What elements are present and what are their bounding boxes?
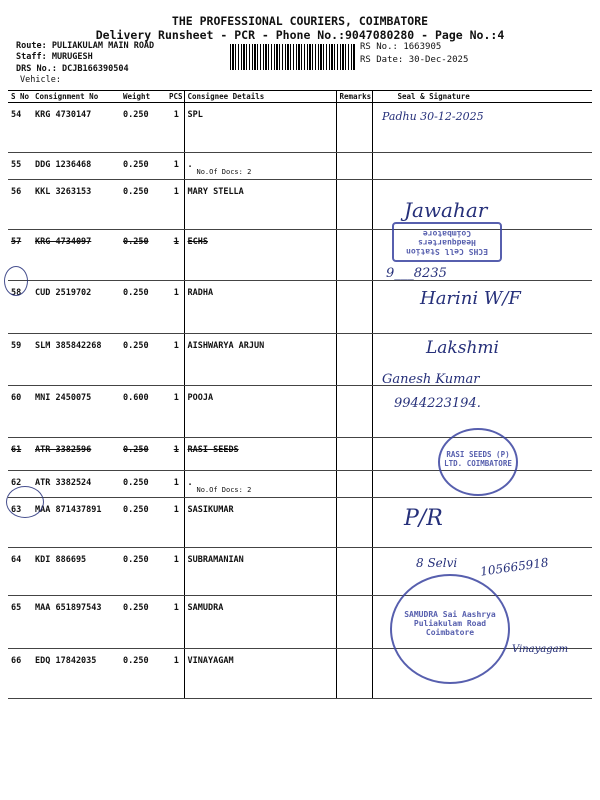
row-pcs: 1 (166, 438, 184, 471)
row-remarks (336, 498, 372, 548)
row-remarks (336, 103, 372, 153)
row-consignment: MAA 871437891 (32, 498, 120, 548)
signature-59: Lakshmi (426, 338, 499, 358)
row-weight: 0.250 (120, 548, 166, 596)
consignee-text: . (187, 160, 193, 170)
signature-64: 8 Selvi (416, 556, 458, 570)
rs-date: RS Date: 30-Dec-2025 (360, 55, 469, 65)
row-weight: 0.250 (120, 180, 166, 230)
col-remarks: Remarks (336, 91, 372, 103)
row-consignee: POOJA (184, 386, 336, 438)
vehicle-label: Vehicle: (20, 75, 61, 85)
row-pcs: 1 (166, 230, 184, 281)
col-weight: Weight (120, 91, 166, 103)
row-pcs: 1 (166, 153, 184, 180)
table-row (8, 230, 592, 281)
row-sno: 57 (8, 230, 32, 281)
row-weight: 0.250 (120, 230, 166, 281)
signature-58-number: 9___8235 (386, 266, 447, 281)
consignee-text: . (187, 478, 193, 488)
table-row (8, 386, 592, 438)
row-sno: 54 (8, 103, 32, 153)
table-row (8, 153, 592, 180)
rs-number: RS No.: 1663905 (360, 42, 442, 52)
table-row (8, 334, 592, 386)
row-sno: 59 (8, 334, 32, 386)
row-consignment: KKL 3263153 (32, 180, 120, 230)
row-consignee: SAMUDRA (184, 596, 336, 649)
row-remarks (336, 334, 372, 386)
row-remarks (336, 649, 372, 699)
company-title: THE PROFESSIONAL COURIERS, COIMBATORE (171, 14, 429, 28)
row-remarks (336, 386, 372, 438)
row-remarks (336, 180, 372, 230)
row-remarks (336, 153, 372, 180)
row-weight: 0.250 (120, 649, 166, 699)
row-consignment: EDQ 17842035 (32, 649, 120, 699)
barcode (230, 44, 355, 70)
row-weight: 0.250 (120, 471, 166, 498)
row-weight: 0.250 (120, 334, 166, 386)
signature-58: Harini W/F (420, 288, 521, 309)
row-weight: 0.250 (120, 596, 166, 649)
signature-64-number: 105665918 (479, 555, 550, 579)
row-pcs: 1 (166, 334, 184, 386)
row-sno: 56 (8, 180, 32, 230)
runsheet-subtitle: Delivery Runsheet - PCR - Phone No.:9047080280 - Page No.:4 (95, 28, 505, 42)
echs-stamp: ECHS Cell Station Headquarters Coimbatore (392, 222, 502, 262)
row-remarks (336, 596, 372, 649)
signature-60-phone: 9944223194. (394, 396, 481, 411)
table-row (8, 103, 592, 153)
row-seal (372, 153, 592, 180)
staff-label: Staff: MURUGESH (16, 52, 93, 62)
hand-circle (4, 266, 28, 296)
row-consignment: MNI 2450075 (32, 386, 120, 438)
row-sno: 58 (8, 281, 32, 334)
row-sno: 62 (8, 471, 32, 498)
col-consignee: Consignee Details (184, 91, 336, 103)
row-consignment: DDG 1236468 (32, 153, 120, 180)
row-remarks (336, 548, 372, 596)
row-consignment: MAA 651897543 (32, 596, 120, 649)
row-sno: 65 (8, 596, 32, 649)
row-pcs: 1 (166, 498, 184, 548)
rasi-seeds-stamp: RASI SEEDS (P) LTD. COIMBATORE (438, 428, 518, 496)
signature-66: Vinayagam (512, 644, 569, 655)
signature-56: Jawahar (404, 198, 488, 222)
row-remarks (336, 438, 372, 471)
row-consignment: ATR 3382596 (32, 438, 120, 471)
row-remarks (336, 230, 372, 281)
table-row (8, 649, 592, 699)
row-weight: 0.250 (120, 153, 166, 180)
row-weight: 0.250 (120, 281, 166, 334)
signature-60-name: Ganesh Kumar (382, 372, 480, 387)
row-consignment: KDI 886695 (32, 548, 120, 596)
row-sno: 60 (8, 386, 32, 438)
row-pcs: 1 (166, 596, 184, 649)
hand-circle (6, 486, 44, 518)
col-sno: S No (8, 91, 32, 103)
row-consignee: SASIKUMAR (184, 498, 336, 548)
route-label: Route: PULIAKULAM MAIN ROAD (16, 41, 155, 51)
row-weight: 0.250 (120, 103, 166, 153)
row-consignee (184, 153, 336, 180)
row-consignment: CUD 2519702 (32, 281, 120, 334)
row-consignment: ATR 3382524 (32, 471, 120, 498)
row-sno: 64 (8, 548, 32, 596)
row-pcs: 1 (166, 281, 184, 334)
row-sno: 55 (8, 153, 32, 180)
row-sno: 66 (8, 649, 32, 699)
row-pcs: 1 (166, 103, 184, 153)
row-consignee: RADHA (184, 281, 336, 334)
row-pcs: 1 (166, 386, 184, 438)
row-remarks (336, 471, 372, 498)
row-weight: 0.600 (120, 386, 166, 438)
table-header (8, 91, 592, 103)
drs-label: DRS No.: DCJB166390504 (16, 64, 129, 74)
row-consignee: ECHS (184, 230, 336, 281)
col-seal: Seal & Signature (372, 91, 592, 103)
table-row (8, 498, 592, 548)
row-sno: 61 (8, 438, 32, 471)
docs-count: No.Of Docs: 2 (196, 486, 252, 494)
docs-count: No.Of Docs: 2 (196, 168, 252, 176)
row-consignee: SUBRAMANIAN (184, 548, 336, 596)
row-consignee: MARY STELLA (184, 180, 336, 230)
row-consignee: SPL (184, 103, 336, 153)
signature-54: Padhu 30-12-2025 (382, 110, 484, 123)
row-remarks (336, 281, 372, 334)
row-consignee: RASI SEEDS (184, 438, 336, 471)
samudra-stamp: SAMUDRA Sai Aashrya Puliakulam Road Coimbatore (390, 574, 510, 684)
row-weight: 0.250 (120, 438, 166, 471)
row-pcs: 1 (166, 548, 184, 596)
signature-63: P/R (404, 506, 443, 531)
row-pcs: 1 (166, 471, 184, 498)
row-consignment: SLM 385842268 (32, 334, 120, 386)
table-row (8, 180, 592, 230)
row-sno: 63 (8, 498, 32, 548)
row-consignment: KRG 4734097 (32, 230, 120, 281)
row-weight: 0.250 (120, 498, 166, 548)
col-consignment: Consignment No (32, 91, 120, 103)
row-pcs: 1 (166, 180, 184, 230)
row-consignee (184, 471, 336, 498)
row-consignee: AISHWARYA ARJUN (184, 334, 336, 386)
row-pcs: 1 (166, 649, 184, 699)
col-pcs: PCS (166, 91, 184, 103)
row-consignee: VINAYAGAM (184, 649, 336, 699)
row-consignment: KRG 4730147 (32, 103, 120, 153)
